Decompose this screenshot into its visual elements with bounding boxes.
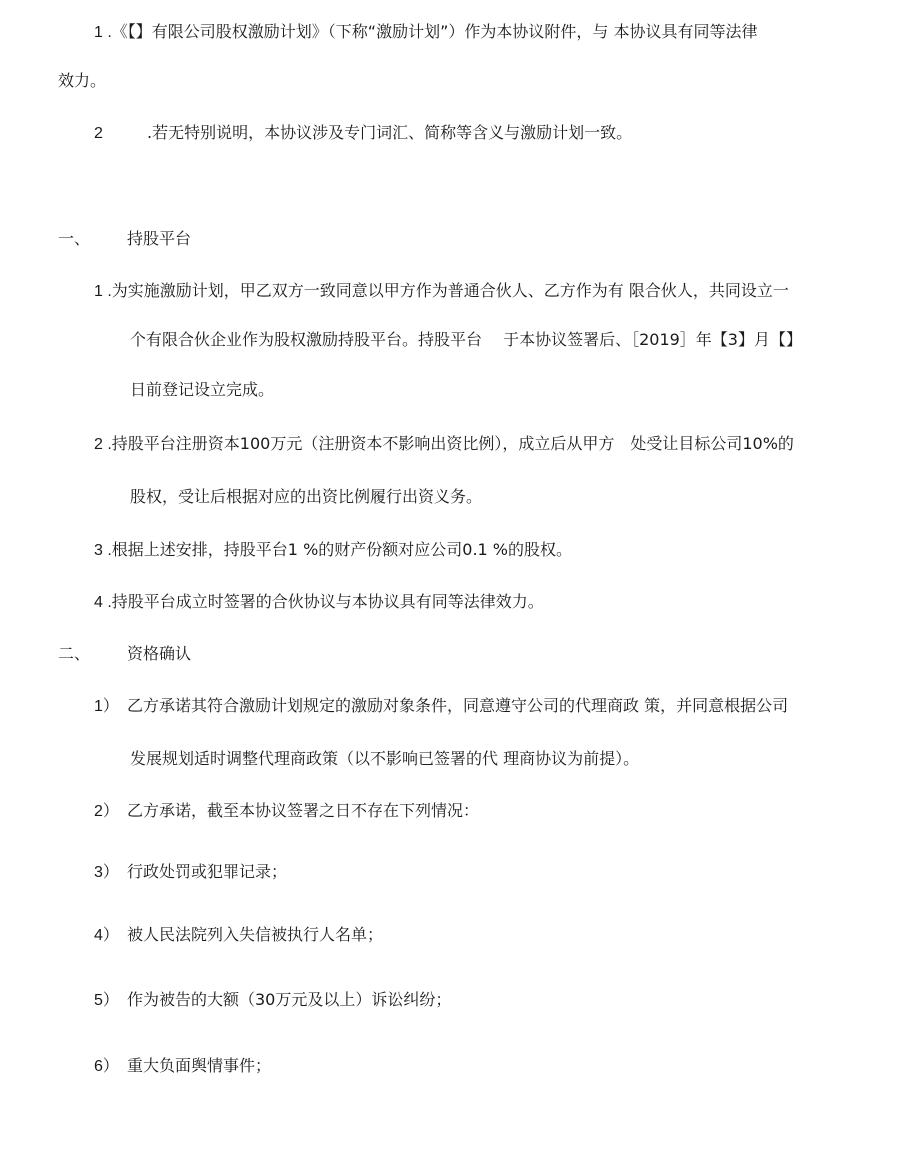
section-2-item-6-text: 重大负面舆情事件；: [127, 1056, 272, 1075]
section-1-item-1-text: 为实施激励计划，甲乙双方一致同意以甲方作为普通合伙人、乙方作为有 限合伙人，共同设立一: [111, 281, 789, 300]
section-1-item-4: [94, 592, 544, 612]
section-2-item-1-marker: [94, 696, 119, 716]
section-1-item-3-marker: 3 .: [94, 542, 112, 559]
section-2-item-2-number: 2）: [94, 803, 119, 820]
section-2-item-4-marker: [94, 925, 119, 945]
section-2-item-5-text: 作为被告的大额（30万元及以上）诉讼纠纷；: [127, 990, 452, 1009]
section-1-item-2-text: 持股平台注册资本100万元（注册资本不影响出资比例），成立后从甲方 处受让目标公司10%的: [111, 434, 794, 453]
preamble-item-1-line-2: 效力。: [58, 71, 107, 90]
section-2-item-3-number: 3）: [94, 864, 119, 881]
section-1-item-4-text: 持股平台成立时签署的合伙协议与本协议具有同等法律效力。: [111, 592, 544, 611]
preamble-item-1-text: 《【】有限公司股权激励计划》（下称“激励计划”）作为本协议附件，与 本协议具有同等法律: [111, 22, 758, 41]
section-2-item-1-line-1: 乙方承诺其符合激励计划规定的激励对象条件，同意遵守公司的代理商政 策，并同意根据公司: [127, 696, 789, 715]
preamble-item-2-number: 2: [94, 125, 103, 142]
section-2-item-3-marker: [94, 862, 119, 882]
section-1-item-1-line-1: [94, 281, 789, 301]
section-1-item-2-line-2: 股权，受让后根据对应的出资比例履行出资义务。: [130, 487, 483, 506]
section-1-item-2-marker: 2 .: [94, 436, 112, 453]
section-2-item-4-number: 4）: [94, 927, 119, 944]
section-1-item-2-line-1: [94, 434, 794, 454]
preamble-item-2-text: .若无特别说明，本协议涉及专门词汇、简称等含义与激励计划一致。: [147, 123, 633, 142]
section-2-item-2-text: 乙方承诺，截至本协议签署之日不存在下列情况：: [127, 801, 480, 820]
preamble-item-1-marker: 1 .: [94, 24, 112, 41]
section-2-item-3-text: 行政处罚或犯罪记录；: [127, 862, 288, 881]
section-1-item-1-line-3: 日前登记设立完成。: [130, 380, 275, 399]
section-2-item-5-marker: [94, 990, 119, 1010]
preamble-item-2-marker: [94, 123, 103, 143]
section-2-item-4-text: 被人民法院列入失信被执行人名单；: [127, 925, 384, 944]
section-2-item-1-number: 1）: [94, 698, 119, 715]
section-1-number: 一、: [58, 229, 91, 248]
section-1-item-4-marker: 4 .: [94, 594, 112, 611]
section-2-item-6-marker: [94, 1056, 119, 1076]
section-2-item-5-number: 5）: [94, 992, 119, 1009]
section-1-item-1-marker: 1 .: [94, 283, 112, 300]
section-2-number: 二、: [58, 644, 91, 663]
section-1-item-1-line-2: 个有限合伙企业作为股权激励持股平台。持股平台 于本协议签署后、［2019］年【3】月【】: [130, 330, 802, 349]
section-2-title: 资格确认: [127, 644, 192, 663]
section-2-item-6-number: 6）: [94, 1058, 119, 1075]
section-1-item-3-text: 根据上述安排，持股平台1 %的财产份额对应公司0.1 %的股权。: [111, 540, 573, 559]
section-2-item-1-line-2: 发展规划适时调整代理商政策（以不影响已签署的代 理商协议为前提）。: [130, 749, 640, 768]
section-1-title: 持股平台: [127, 229, 192, 248]
section-1-item-3: [94, 540, 572, 560]
preamble-item-1-line-1: [94, 22, 757, 42]
section-2-item-2-marker: [94, 801, 119, 821]
